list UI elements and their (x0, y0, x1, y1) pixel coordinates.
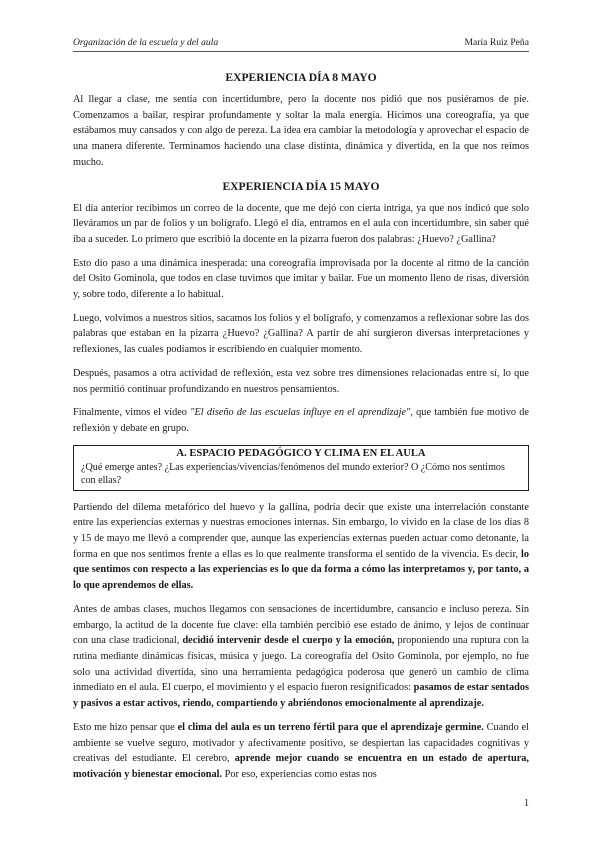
question-box (73, 445, 529, 491)
section-title-15-mayo: EXPERIENCIA DÍA 15 MAYO (222, 179, 380, 193)
paragraph: Luego, volvimos a nuestros sitios, sacamos los folios y el bolígrafo, y comenzamos a reflexionar sobre las dos palabras que estaban en la pizarra ¿Huevo? ¿Gallina? A partir de ahí surgieron diversas interpretaciones y reflexiones, las cuales podíamos ir escribiendo en cualquier momento. (73, 312, 529, 356)
paragraph (73, 405, 529, 436)
box-heading: A. ESPACIO PEDAGÓGICO Y CLIMA EN EL AULA (176, 447, 426, 459)
header-rule (73, 51, 529, 52)
paragraph: El día anterior recibimos un correo de la docente, que me dejó con cierta intriga, ya que nos indicó que solo lleváramos un par de folios y un bolígrafo. Llegó el día, entramos en el aula con incertidumbre, sin saber qué iba a suceder. Lo primero que escribió la docente en la pizarra fueron dos palabras: ¿Huevo? ¿Gallina? (73, 202, 529, 245)
paragraph: Esto dio paso a una dinámica inesperada: una coreografía improvisada por la docente al ritmo de la canción del Osito Gominola, que todos en clase tuvimos que imitar y bailar. Fue un momento lleno de risas, diversión y, sobre todo, diferente a lo habitual. (73, 257, 529, 301)
paragraph (73, 602, 529, 712)
video-title: "El diseño de las escuelas influye en el aprendizaje" (190, 407, 411, 419)
paragraph: Después, pasamos a otra actividad de reflexión, esta vez sobre tres dimensiones relacionadas entre sí, lo que nos permitió continuar profundizando en nuestros pensamientos. (73, 367, 529, 395)
bold-text: aprende mejor cuando se encuentra en un estado de apertura, motivación y bienestar emocional. (73, 753, 529, 780)
bold-text: el clima del aula es un terreno fértil para que el aprendizaje germine. (177, 721, 484, 733)
text: Finalmente, vimos el vídeo (73, 407, 191, 419)
header-course-title: Organización de la escuela y del aula (73, 37, 219, 48)
bold-text: pasamos de estar sentados y pasivos a estar activos, riendo, compartiendo y abriéndonos emocionalmente al aprendizaje. (73, 682, 529, 710)
text: Antes de ambas clases, muchos llegamos con sensaciones de incertidumbre, cansancio e incluso pereza. Sin embargo, la actitud de la docente fue clave: ella también percibió ese estado de ánimo, y lejos de continuar con una clase tradicional, (73, 603, 529, 647)
text: Por eso, experiencias como estas nos (222, 768, 377, 780)
text: proponiendo una ruptura con la rutina mediante dinámicas físicas, música y juego. La coreografía del Osito Gominola, por ejemplo, no fue solo una actividad divertida, sino una herramienta pedagógica poderosa que generó un cambio de clima inmediato en el aula. El cuerpo, el movimiento y el espacio fueron resignificados: (73, 635, 529, 694)
text: , que también fue motivo de reflexión y debate en grupo. (73, 407, 529, 434)
document-body (73, 70, 529, 791)
bold-text: lo que sentimos con respecto a las experiencias es lo que da forma a cómo las interpretamos y, por tanto, a lo que aprendemos de ellas. (73, 548, 529, 592)
page-number: 1 (524, 798, 529, 809)
section-title-8-mayo: EXPERIENCIA DÍA 8 MAYO (225, 71, 377, 84)
header-author: María Ruiz Peña (464, 37, 529, 48)
text: Partiendo del dilema metafórico del huevo y la gallina, podría decir que existe una interrelación constante entre las experiencias externas y nuestras emociones internas. Sin embargo, lo vivido en la clase de los días 8 y 15 de mayo me llevó a comprender que, aunque las experiencias externas pueden actuar como detonante, la forma en que nos sentimos frente a ellas es lo que realmente transforma el sentido de la vivencia. Es decir, (73, 501, 529, 560)
paragraph (73, 720, 529, 783)
paragraph (73, 500, 529, 594)
text: Esto me hizo pensar que (73, 721, 178, 733)
text: Cuando el ambiente se vuelve seguro, motivador y afectivamente positivo, se despiertan las capacidades cognitivas y creativas del estudiante. El cerebro, (73, 721, 529, 765)
bold-text: decidió intervenir desde el cuerpo y la emoción, (182, 635, 395, 647)
box-question: ¿Qué emerge antes? ¿Las experiencias/vivencias/fenómenos del mundo exterior? O ¿Cómo nos sentimos con ellas? (81, 461, 505, 486)
paragraph: Al llegar a clase, me sentía con incertidumbre, pero la docente nos pidió que nos pusiéramos de pie. Comenzamos a bailar, respirar profundamente y soltar la mala energía. Hicimos una coreografía, ya que estábamos muy cansados y con algo de pereza. La idea era cambiar la metodología y aprovechar el espacio de una manera diferente. Terminamos haciendo una clase distinta, dinámica y divertida, en la que nos reímos mucho. (73, 94, 529, 168)
